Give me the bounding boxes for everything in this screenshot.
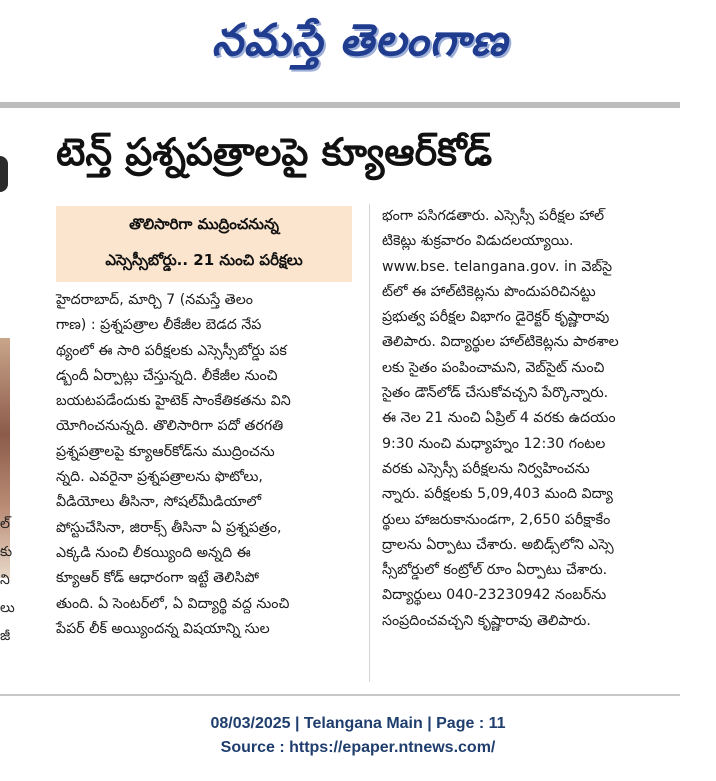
adjacent-text-fragment: లు — [0, 600, 15, 616]
article-line: వరకు ఎస్సెస్సీ పరీక్షలను నిర్వహించను — [382, 460, 590, 477]
article-line: స్సీబోర్డులో కంట్రోల్ రూం ఏర్పాటు చేశారు. — [382, 562, 608, 579]
article-line: థ్యంలో ఈ సారి పరీక్షలకు ఎస్సెస్సీబోర్డు పక — [56, 342, 287, 359]
masthead — [0, 0, 716, 96]
article-line: యోగించనున్నది. తొలిసారిగా పదో తరగతి — [56, 418, 284, 435]
newspaper-logo: నమస్తే తెలంగాణ — [211, 15, 509, 66]
footer-source: Source : https://epaper.ntnews.com/ — [220, 739, 496, 756]
article-line: ద్రాలను ఏర్పాటు చేశారు. అబిడ్స్‌లోని ఎస్సె — [382, 536, 614, 553]
adjacent-text-fragment: జీ — [0, 628, 11, 644]
article-line: ఎక్కడి నుంచి లీకయ్యింది అన్నది ఈ — [56, 544, 251, 561]
article-line: వీడియోలు తీసినా, సోషల్‌మీడియాలో — [56, 494, 262, 511]
article-line: ప్రశ్నపత్రాలపై క్యూఆర్‌కోడ్‌ను ముద్రించను — [56, 443, 275, 460]
article-line: న్నారు. పరీక్షలకు 5,09,403 మంది విద్యా — [382, 486, 613, 503]
adjacent-text-fragment: ల్ — [0, 516, 10, 532]
article-subheadline — [56, 206, 352, 282]
article-line: విద్యార్థులు 040-23230942 నంబర్‌ను — [382, 587, 607, 604]
article-line: బయటపడేందుకు హైటెక్ సాంకేతికతను విని — [56, 393, 291, 410]
column-divider — [369, 204, 370, 682]
article-line: లకు సైతం పంపించామని, వెబ్‌సైట్ నుంచి — [382, 359, 605, 376]
article-line: 9:30 నుంచి మధ్యాహ్నం 12:30 గంటల — [382, 435, 606, 452]
article-line: టికెట్లు శుక్రవారం విడుదలయ్యాయి. — [382, 233, 574, 250]
footer-edition-info: 08/03/2025 | Telangana Main | Page : 11 — [210, 715, 506, 732]
bottom-divider — [0, 694, 680, 696]
article-line: క్యూఆర్ కోడ్ ఆధారంగా ఇట్టే తెలిసిపో — [56, 570, 260, 587]
article-line: భంగా పసిగడతారు. ఎస్సెస్సీ పరీక్షల హాల్ — [382, 208, 605, 224]
article-line: ఈ నెల 21 నుంచి ఏప్రిల్ 4 వరకు ఉదయం — [382, 410, 616, 427]
article-line: ర్థులు హాజరుకానుండగా, 2,650 పరీక్షాకేం — [382, 511, 611, 528]
article-line: పేపర్ లీక్ అయ్యిందన్న విషయాన్ని సుల — [56, 620, 270, 637]
article-headline: టెన్త్ ప్రశ్నపత్రాలపై క్యూఆర్‌కోడ్ — [56, 130, 493, 174]
article-line: పోస్టుచేసినా, జిరాక్స్ తీసినా ఏ ప్రశ్నపత్రం, — [56, 519, 282, 536]
article-line: డ్బందీ ఏర్పాట్లు చేస్తున్నది. లీకేజీల నుంచి — [56, 367, 278, 384]
page-footer — [0, 712, 716, 760]
adjacent-text-fragment: ని — [0, 572, 10, 588]
article-line: తెలిపారు. విద్యార్థుల హాల్‌టికెట్లను పాఠశాల — [382, 334, 619, 351]
article-column-left — [56, 288, 356, 642]
article-column-right — [382, 204, 680, 634]
article-line: సంప్రదించవచ్చని కృష్ణారావు తెలిపారు. — [382, 612, 591, 629]
article-line: సైతం డౌన్‌లోడ్ చేసుకోవచ్చని పేర్కొన్నారు. — [382, 385, 609, 402]
adjacent-text-fragment: కు — [0, 544, 13, 560]
article-line: హైదరాబాద్, మార్చి 7 (నమస్తే తెలం — [56, 292, 253, 308]
article-line: గాణ) : ప్రశ్నపత్రాల లీకేజీల బెడద నేప — [56, 317, 262, 334]
adjacent-article-strip — [0, 108, 15, 698]
subheadline-line-2: ఎస్సెస్సీబోర్డు.. 21 నుంచి పరీక్షలు — [105, 251, 303, 269]
article-line: ట్‌లో ఈ హాల్‌టికెట్లను పొందుపరిచినట్టు — [382, 283, 596, 300]
subheadline-line-1: తొలిసారిగా ముద్రించనున్న — [129, 215, 279, 233]
adjacent-article-marker — [0, 156, 8, 192]
top-divider — [0, 102, 680, 108]
article-line: ప్రభుత్వ పరీక్షల విభాగం డైరెక్టర్ కృష్ణారావు — [382, 309, 610, 326]
article-line: తుంది. ఏ సెంటర్‌లో, ఏ విద్యార్థి వద్ద నుంచి — [56, 595, 290, 612]
article-line: www.bse. telangana.gov. in వెబ్‌సై — [382, 258, 613, 275]
article-line: న్నది. ఎవరైనా ప్రశ్నపత్రాలను ఫొటోలు, — [56, 469, 263, 486]
